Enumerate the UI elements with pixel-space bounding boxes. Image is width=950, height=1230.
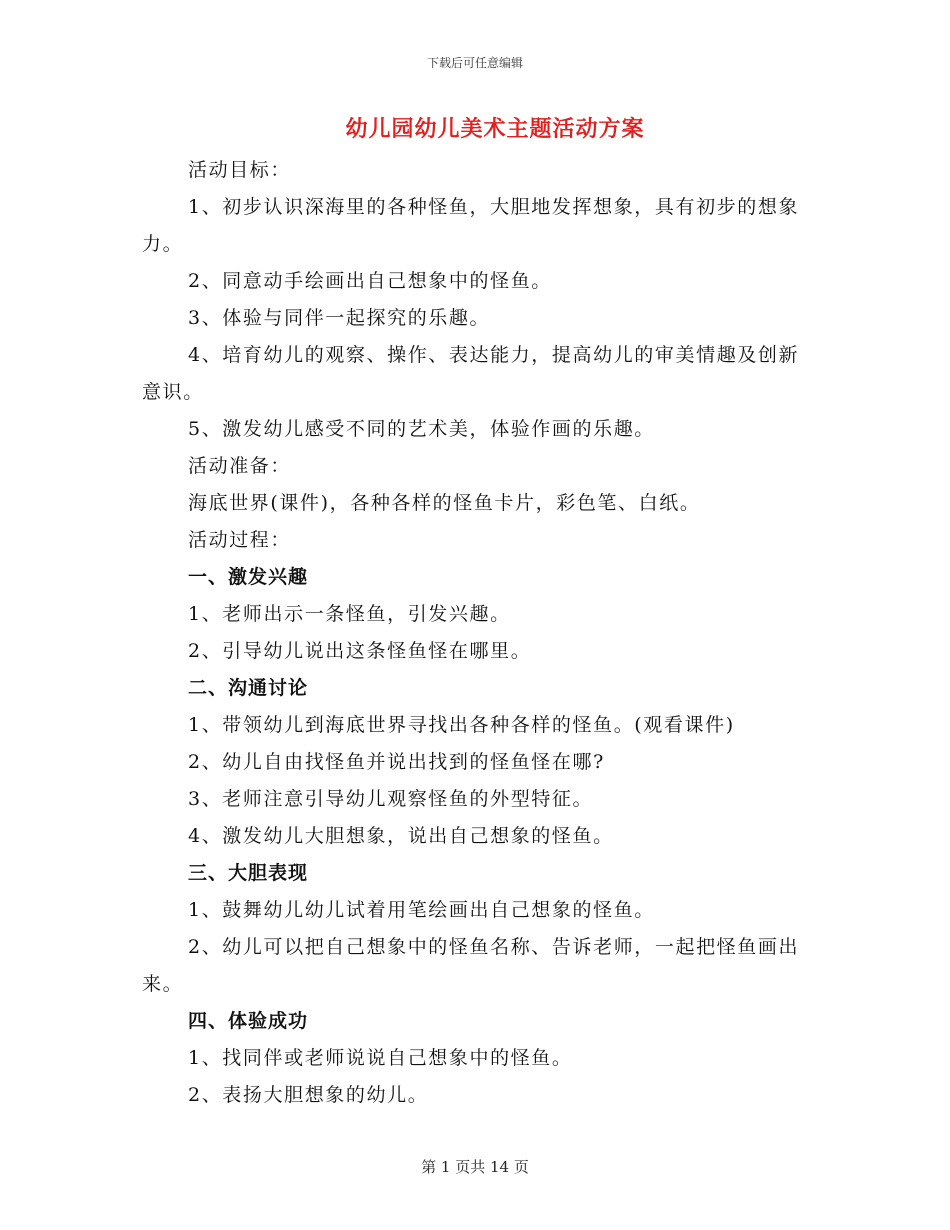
paragraph: 1、老师出示一条怪鱼，引发兴趣。 bbox=[188, 603, 511, 625]
section-heading: 四、体验成功 bbox=[188, 1010, 309, 1032]
paragraph: 2、引导幼儿说出这条怪鱼怪在哪里。 bbox=[188, 640, 532, 662]
document-body bbox=[142, 152, 812, 1114]
section-heading: 二、沟通讨论 bbox=[188, 677, 309, 699]
paragraph: 2、幼儿可以把自己想象中的怪鱼名称、告诉老师，一起把怪鱼画出来。 bbox=[142, 936, 800, 995]
paragraph: 5、激发幼儿感受不同的艺术美，体验作画的乐趣。 bbox=[188, 418, 655, 440]
paragraph: 活动目标： bbox=[188, 159, 292, 181]
document-title: 幼儿园幼儿美术主题活动方案 bbox=[345, 117, 645, 142]
paragraph: 1、带领幼儿到海底世界寻找出各种各样的怪鱼。(观看课件) bbox=[188, 714, 735, 736]
paragraph: 活动准备： bbox=[188, 455, 292, 477]
paragraph: 2、幼儿自由找怪鱼并说出找到的怪鱼怪在哪? bbox=[188, 751, 605, 773]
paragraph: 3、老师注意引导幼儿观察怪鱼的外型特征。 bbox=[188, 788, 594, 810]
paragraph: 2、同意动手绘画出自己想象中的怪鱼。 bbox=[188, 270, 552, 292]
paragraph: 4、培育幼儿的观察、操作、表达能力，提高幼儿的审美情趣及创新意识。 bbox=[142, 344, 800, 403]
paragraph: 1、初步认识深海里的各种怪鱼，大胆地发挥想象，具有初步的想象力。 bbox=[142, 196, 800, 255]
header-note: 下载后可任意编辑 bbox=[426, 56, 523, 70]
section-heading: 三、大胆表现 bbox=[188, 862, 309, 884]
paragraph: 1、找同伴或老师说说自己想象中的怪鱼。 bbox=[188, 1047, 573, 1069]
paragraph: 海底世界(课件)，各种各样的怪鱼卡片，彩色笔、白纸。 bbox=[188, 492, 701, 514]
paragraph: 4、激发幼儿大胆想象，说出自己想象的怪鱼。 bbox=[188, 825, 614, 847]
paragraph: 3、体验与同伴一起探究的乐趣。 bbox=[188, 307, 491, 329]
page-number: 第 1 页共 14 页 bbox=[421, 1158, 529, 1176]
paragraph: 2、表扬大胆想象的幼儿。 bbox=[188, 1084, 429, 1106]
paragraph: 活动过程： bbox=[188, 529, 292, 551]
paragraph: 1、鼓舞幼儿幼儿试着用笔绘画出自己想象的怪鱼。 bbox=[188, 899, 655, 921]
section-heading: 一、激发兴趣 bbox=[188, 566, 309, 588]
